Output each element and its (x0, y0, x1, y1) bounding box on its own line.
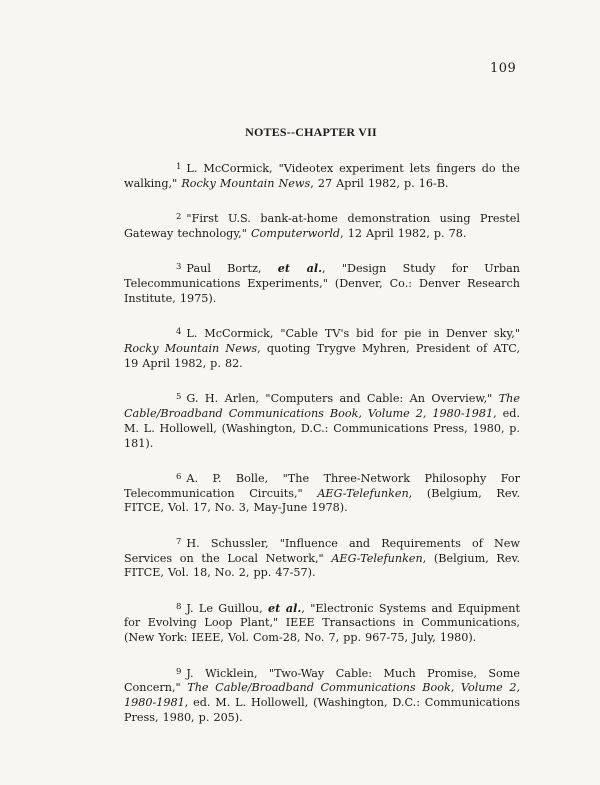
note-text: L. McCormick, "Videotex experiment lets fingers do the walking," (124, 162, 520, 190)
note-1 (124, 160, 520, 192)
note-source-title: Rocky Mountain News (181, 176, 311, 190)
note-source-title: AEG-Telefunken (331, 551, 423, 565)
note-text: , 12 April 1982, p. 78. (340, 227, 467, 241)
note-number: 6 (176, 471, 182, 482)
note-text: A. P. Bolle, "The Three-Network Philosophy For Telecommunication Circuits," (124, 471, 520, 500)
note-number: 1 (176, 162, 182, 173)
chapter-title: NOTES--CHAPTER VII (245, 125, 377, 139)
note-text: , "Design Study for Urban Telecommunications Experiments," (Denver, Co.: Denver Research Institute, 1975). (124, 262, 521, 305)
note-text: J. Le Guillou, (186, 601, 268, 615)
note-7 (124, 535, 520, 581)
note-text: Paul Bortz, (186, 262, 278, 276)
note-text: L. McCormick, "Cable TV's bid for pie in Denver sky," (186, 327, 520, 341)
note-text: , ed. M. L. Hollowell, (Washington, D.C.: Communications Press, 1980, p. 205). (124, 696, 520, 724)
note-number: 4 (176, 327, 182, 338)
note-number: 3 (176, 262, 182, 273)
note-text: "First U.S. bank-at-home demonstration using Prestel Gateway technology," (124, 212, 520, 241)
note-number: 8 (176, 601, 182, 612)
note-text: , (Belgium, Rev. FITCE, Vol. 18, No. 2, pp. 47-57). (124, 551, 520, 580)
note-source-title: The Cable/Broadband Communications Book, Volume 2, 1980-1981 (124, 681, 520, 710)
note-source-title: The Cable/Broadband Communications Book, Volume 2, 1980-1981 (124, 392, 520, 420)
note-text: , "Electronic Systems and Equipment for Evolving Loop Plant," IEEE Transactions in Communications, (New York: IEEE, Vol. Com-28, No. 7, pp. 967-75, July, 1980). (124, 601, 521, 645)
note-source-title: Rocky Mountain News (124, 342, 258, 356)
note-number: 2 (176, 212, 182, 223)
note-number: 9 (176, 666, 182, 677)
note-source-title: et al. (277, 261, 323, 276)
note-source-title: Computerworld (250, 227, 341, 241)
note-text: , 27 April 1982, p. 16-B. (310, 176, 449, 190)
note-5 (124, 390, 520, 451)
note-text: , ed. M. L. Hollowell, (Washington, D.C.: Communications Press, 1980, p. 181). (124, 406, 521, 450)
note-text: , quoting Trygve Myhren, President of ATC, 19 April 1982, p. 82. (124, 342, 520, 370)
note-text: J. Wicklein, "Two-Way Cable: Much Promise, Some Concern," (124, 666, 520, 695)
note-text: , (Belgium, Rev. FITCE, Vol. 17, No. 3, May-June 1978). (124, 486, 520, 515)
note-2 (124, 210, 520, 242)
page-number: 109 (490, 61, 517, 76)
note-source-title: AEG-Telefunken (317, 486, 409, 500)
note-number: 7 (176, 536, 182, 547)
note-3 (124, 260, 520, 306)
notes-list (124, 149, 520, 744)
note-4 (124, 325, 520, 371)
note-number: 5 (176, 392, 182, 403)
note-text: H. Schussler, "Influence and Requirements of New Services on the Local Network," (124, 536, 520, 565)
note-8 (124, 600, 520, 646)
note-9 (124, 665, 520, 726)
note-text: G. H. Arlen, "Computers and Cable: An Overview," (186, 392, 499, 406)
note-source-title: et al. (267, 600, 302, 615)
note-6 (124, 470, 520, 516)
